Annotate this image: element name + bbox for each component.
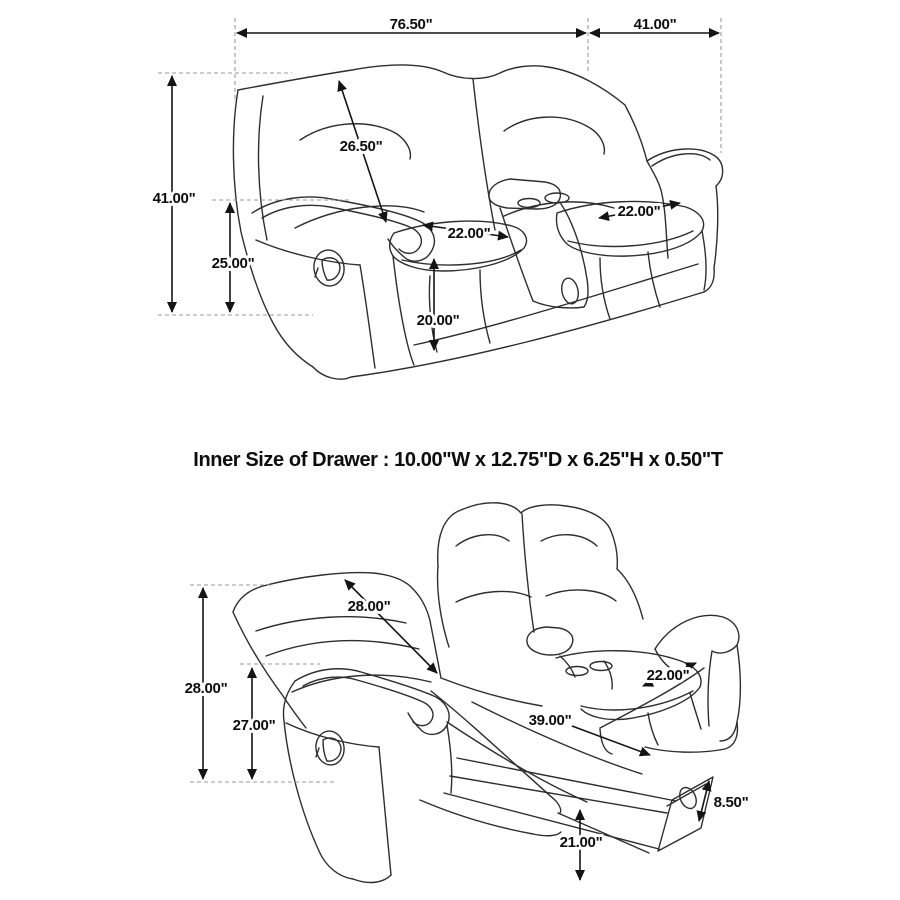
dim-line-reclined-back-length [345,580,437,673]
reclined-length-label: 39.00" [528,712,572,729]
reclined-seat-width-label: 22.00" [646,667,690,684]
reclined-height-label: 28.00" [184,680,228,697]
reclined-loveseat-drawing [233,503,740,883]
reclined-back-length-label: 28.00" [347,598,391,615]
drawer-size-note: Inner Size of Drawer : 10.00"W x 12.75"D x 6.25"H x 0.50"T [193,449,723,471]
overall-height-label: 41.00" [152,190,196,207]
seat-height-label: 20.00" [416,312,460,329]
reclined-dimensions [185,580,749,880]
recliner-handle-icon [312,248,347,288]
overall-width-label: 76.50" [389,16,433,33]
left-seat-width-label: 22.00" [447,225,491,242]
arm-height-label: 25.00" [211,255,255,272]
right-seat-width-label: 22.00" [617,203,661,220]
overall-depth-label: 41.00" [633,16,677,33]
back-length-label: 26.50" [339,138,383,155]
reclined-arm-height-label: 27.00" [232,717,276,734]
seat-front-height-label: 21.00" [559,834,603,851]
dim-line-reclined-length [572,726,650,755]
upright-dimensions [153,16,721,350]
footrest-height-label: 8.50" [713,794,749,811]
upright-loveseat-drawing [233,65,722,379]
